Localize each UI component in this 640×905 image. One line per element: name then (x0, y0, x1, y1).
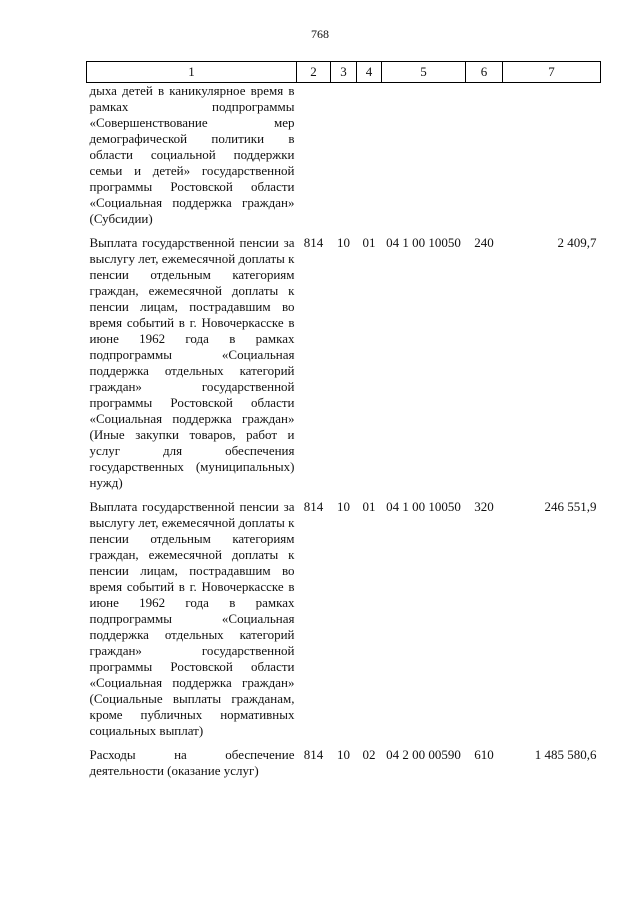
header-col-7: 7 (503, 62, 601, 83)
row-amount: 246 551,9 (544, 499, 597, 514)
table-row (87, 747, 601, 787)
table-header (87, 62, 601, 83)
row-expense-type: 240 (474, 235, 494, 250)
table-row (87, 499, 601, 747)
row-description: Выплата государственной пенсии за выслугу лет, ежемесячной доплаты к пенсии отдельным категориям граждан, ежемесячной доплаты к пенсии лицам, пострадавшим во время событий в г. Новочеркасске в июне 1962 года в рамках подпрограммы «Социальная поддержка отдельных категорий граждан» государственной программы Ростовской области «Социальная поддержка граждан» (Социальные выплаты гражданам, кроме публичных нормативных социальных выплат) (89, 499, 295, 738)
row-description: дыха детей в каникулярное время в рамках подпрограммы «Совершенствование мер демографической политики в области социальной поддержки семьи и детей» государственной программы Ростовской области «Социальная поддержка граждан» (Субсидии) (89, 83, 295, 226)
row-amount: 1 485 580,6 (534, 747, 597, 762)
header-col-6: 6 (466, 62, 503, 83)
row-ministry-code (297, 83, 331, 236)
row-ministry-code: 814 (303, 499, 324, 514)
row-target-article: 04 1 00 10050 (386, 499, 461, 514)
header-col-1: 1 (87, 62, 297, 83)
table-row (87, 235, 601, 499)
row-amount (503, 83, 601, 236)
row-section: 10 (337, 499, 350, 514)
row-description: Расходы на обеспечение деятельности (оказание услуг) (89, 747, 295, 778)
header-row (87, 62, 601, 83)
row-expense-type (466, 83, 503, 236)
budget-table (86, 61, 601, 787)
page-number: 768 (311, 27, 329, 41)
row-subsection (357, 83, 382, 236)
header-col-4: 4 (357, 62, 382, 83)
header-col-3: 3 (331, 62, 357, 83)
row-ministry-code: 814 (303, 235, 324, 250)
row-section (331, 83, 357, 236)
row-section: 10 (337, 747, 350, 762)
row-subsection: 01 (362, 499, 376, 514)
row-description: Выплата государственной пенсии за выслугу лет, ежемесячной доплаты к пенсии отдельным категориям граждан, ежемесячной доплаты к пенсии лицам, пострадавшим во время событий в г. Новочеркасске в июне 1962 года в рамках подпрограммы «Социальная поддержка отдельных категорий граждан» государственной программы Ростовской области «Социальная поддержка граждан» (Иные закупки товаров, работ и услуг для обеспечения государственных (муниципальных) нужд) (89, 235, 295, 490)
row-subsection: 02 (362, 747, 376, 762)
row-target-article: 04 2 00 00590 (386, 747, 461, 762)
row-expense-type: 610 (474, 747, 494, 762)
row-subsection: 01 (362, 235, 376, 250)
row-target-article (382, 83, 466, 236)
row-section: 10 (337, 235, 350, 250)
row-target-article: 04 1 00 10050 (386, 235, 461, 250)
row-expense-type: 320 (474, 499, 494, 514)
row-amount: 2 409,7 (557, 235, 597, 250)
table-row (87, 83, 601, 236)
table-body (87, 83, 601, 788)
header-col-2: 2 (297, 62, 331, 83)
row-ministry-code: 814 (303, 747, 324, 762)
header-col-5: 5 (382, 62, 466, 83)
